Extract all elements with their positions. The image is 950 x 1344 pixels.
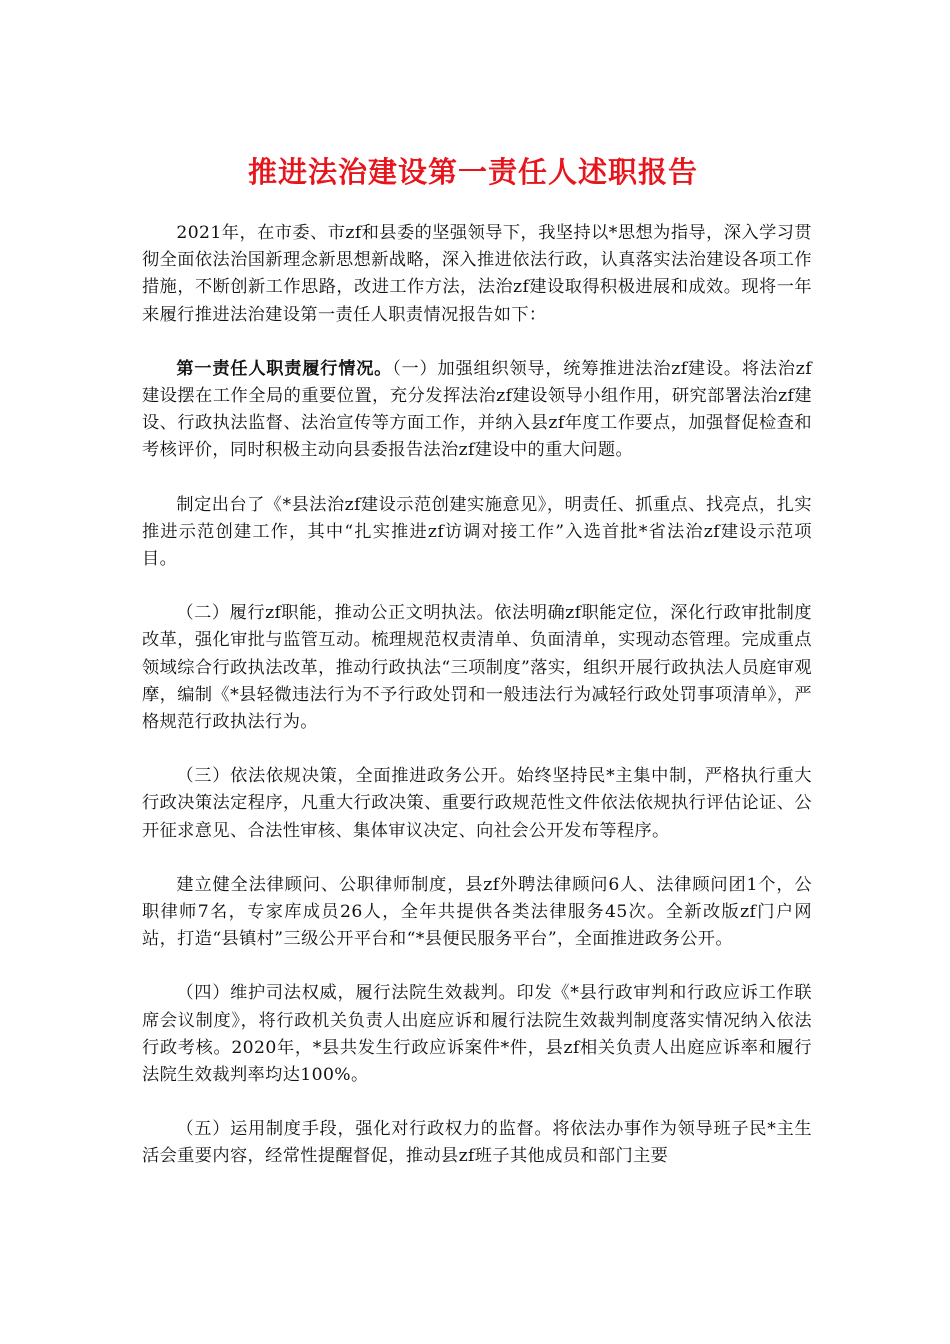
paragraph-text: （一）加强组织领导，统筹推进法治zf建设。将法治zf建设摆在工作全局的重要位置，充分发挥法治zf建设领导小组作用，研究部署法治zf建设、行政执法监督、法治宣传等方面工作，并纳入县zf年度工作要点，加强督促检查和考核评价，同时积极主动向县委报告法治zf建设中的重大问题。: [142, 358, 812, 461]
paragraph-section-three: [142, 763, 812, 845]
paragraph-demonstration: [142, 492, 812, 574]
paragraph-text: （二）履行zf职能，推动公正文明执法。依法明确zf职能定位，深化行政审批制度改革，强化审批与监管互动。梳理规范权责清单、负面清单，实现动态管理。完成重点领域综合行政执法改革，推动行政执法“三项制度”落实，组织开展行政执法人员庭审观摩，编制《*县轻微违法行为不予行政处罚和一般违法行为减轻行政处罚事项清单》，严格规范行政执法行为。: [142, 603, 812, 733]
paragraph-text: （四）维护司法权威，履行法院生效裁判。印发《*县行政审判和行政应诉工作联席会议制度》，将行政机关负责人出庭应诉和履行法院生效裁判制度落实情况纳入依法行政考核。2020年，*县共发生行政应诉案件*件，县zf相关负责人出庭应诉率和履行法院生效裁判率均达100%。: [142, 983, 812, 1086]
document-title: 推进法治建设第一责任人述职报告: [248, 155, 699, 189]
paragraph-section-two: [142, 600, 812, 736]
paragraph-text: 建立健全法律顾问、公职律师制度，县zf外聘法律顾问6人、法律顾问团1个，公职律师7名，专家库成员26人，全年共提供各类法律服务45次。全新改版zf门户网站，打造“县镇村”三级公开平台和“*县便民服务平台”，全面推进政务公开。: [142, 874, 812, 950]
paragraph-text: （五）运用制度手段，强化对行政权力的监督。将依法办事作为领导班子民*主生活会重要内容，经常性提醒督促，推动县zf班子其他成员和部门主要: [142, 1119, 812, 1167]
document-page: [142, 150, 812, 1198]
paragraph-lead: 第一责任人职责履行情况。: [176, 358, 393, 379]
paragraph-intro: [142, 220, 812, 329]
paragraph-section-four: [142, 980, 812, 1089]
paragraph-text: 制定出台了《*县法治zf建设示范创建实施意见》，明责任、抓重点、找亮点，扎实推进示范创建工作，其中“扎实推进zf访调对接工作”入选首批*省法治zf建设示范项目。: [142, 494, 812, 570]
paragraph-legal-advisors: [142, 872, 812, 954]
paragraph-text: （三）依法依规决策，全面推进政务公开。始终坚持民*主集中制，严格执行重大行政决策法定程序，凡重大行政决策、重要行政规范性文件依法依规执行评估论证、公开征求意见、合法性审核、集体审议决定、向社会公开发布等程序。: [142, 766, 812, 841]
paragraph-text: 2021年，在市委、市zf和县委的坚强领导下，我坚持以*思想为指导，深入学习贯彻全面依法治国新理念新思想新战略，深入推进依法行政，认真落实法治建设各项工作措施，不断创新工作思路，改进工作方法，法治zf建设取得积极进展和成效。现将一年来履行推进法治建设第一责任人职责情况报告如下：: [142, 223, 812, 325]
paragraph-section-one: [142, 356, 812, 465]
paragraph-section-five: [142, 1116, 812, 1170]
